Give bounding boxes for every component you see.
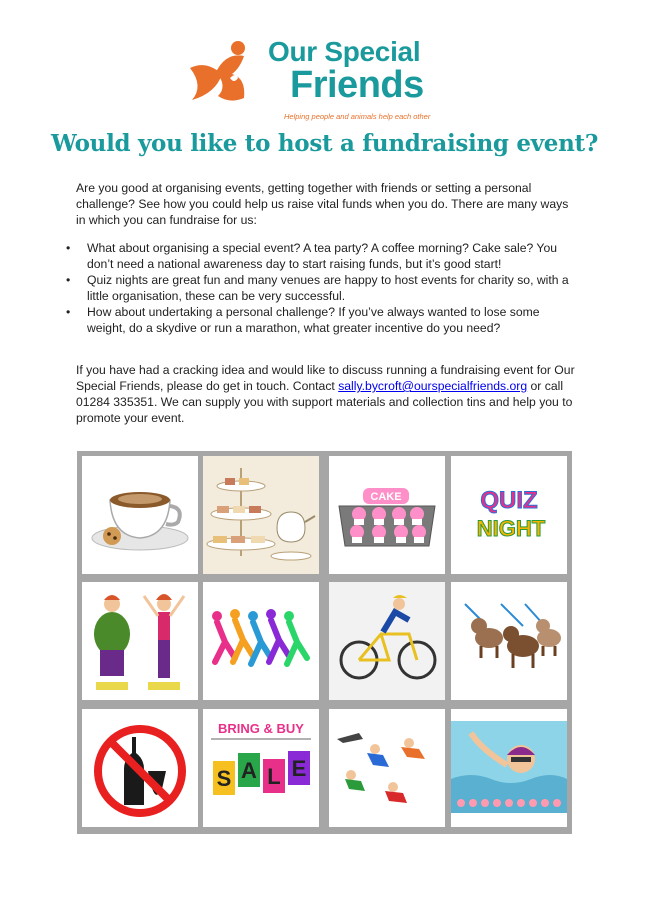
bullet-icon: • [66, 305, 71, 319]
coffee-cup-icon [82, 456, 198, 574]
list-item [60, 240, 580, 272]
logo-title-line1: Our Special [268, 36, 421, 67]
sale-letter-s: S [216, 766, 232, 791]
logo-title-line2: Friends [290, 64, 424, 106]
logo-tagline: Helping people and animals help each other [284, 112, 431, 121]
dog-walking-icon [451, 582, 567, 700]
page-heading: Would you like to host a fundraising event? [50, 130, 599, 157]
image-grid [77, 451, 572, 834]
afternoon-tea-icon [203, 456, 319, 574]
logo-figure-icon [186, 38, 266, 118]
ideas-list [60, 240, 580, 336]
bring-and-buy-sale-icon [203, 709, 319, 827]
idea-text: Quiz nights are great fun and many venues are happy to host events for charity so, with a little organisation, these can be very successful. [87, 273, 569, 303]
marathon-runners-icon [203, 582, 319, 700]
idea-text: What about organising a special event? A tea party? A coffee morning? Cake sale? You don’t need a national awareness day to start raising funds, but it’s good start! [87, 241, 557, 271]
skydivers-icon [329, 709, 445, 827]
contact-paragraph [76, 362, 576, 426]
cyclist-icon [329, 582, 445, 700]
intro-paragraph: Are you good at organising events, getting together with friends or setting a personal challenge? See how you could help us raise vital funds when you do. There are many ways in which you can fundraise for us: [76, 181, 569, 227]
email-link[interactable]: sally.bycroft@ourspecialfriends.org [338, 379, 528, 393]
logo [186, 34, 466, 124]
sale-letter-l: L [267, 764, 281, 789]
cupcake-tray-icon [329, 456, 445, 574]
list-item [60, 272, 580, 304]
list-item [60, 304, 580, 336]
quiz-line1-text: QUIZ [480, 487, 538, 514]
sale-letter-e: E [291, 756, 307, 781]
no-alcohol-icon [82, 709, 198, 827]
weight-loss-icon [82, 582, 198, 700]
bullet-icon: • [66, 273, 71, 287]
bring-buy-text: BRING & BUY [218, 721, 304, 736]
quiz-night-icon [451, 456, 567, 574]
cake-sign-text: CAKE [370, 491, 402, 503]
contact-text-before: If you have had a cracking idea and would like to discuss running a fundraising event for Our Special Friends, please do get in touch. Contact [76, 363, 575, 393]
idea-text: How about undertaking a personal challenge? If you’ve always wanted to lose some weight, do a skydive or run a marathon, what greater incentive do you need? [87, 305, 540, 335]
contact-text-after: or call 01284 335351. We can supply you with support materials and collection tins and help you to promote your event. [76, 379, 573, 425]
quiz-line2-text: NIGHT [476, 516, 546, 541]
bullet-icon: • [66, 241, 71, 255]
sale-letter-a: A [241, 758, 257, 783]
swimmer-icon [451, 709, 567, 827]
